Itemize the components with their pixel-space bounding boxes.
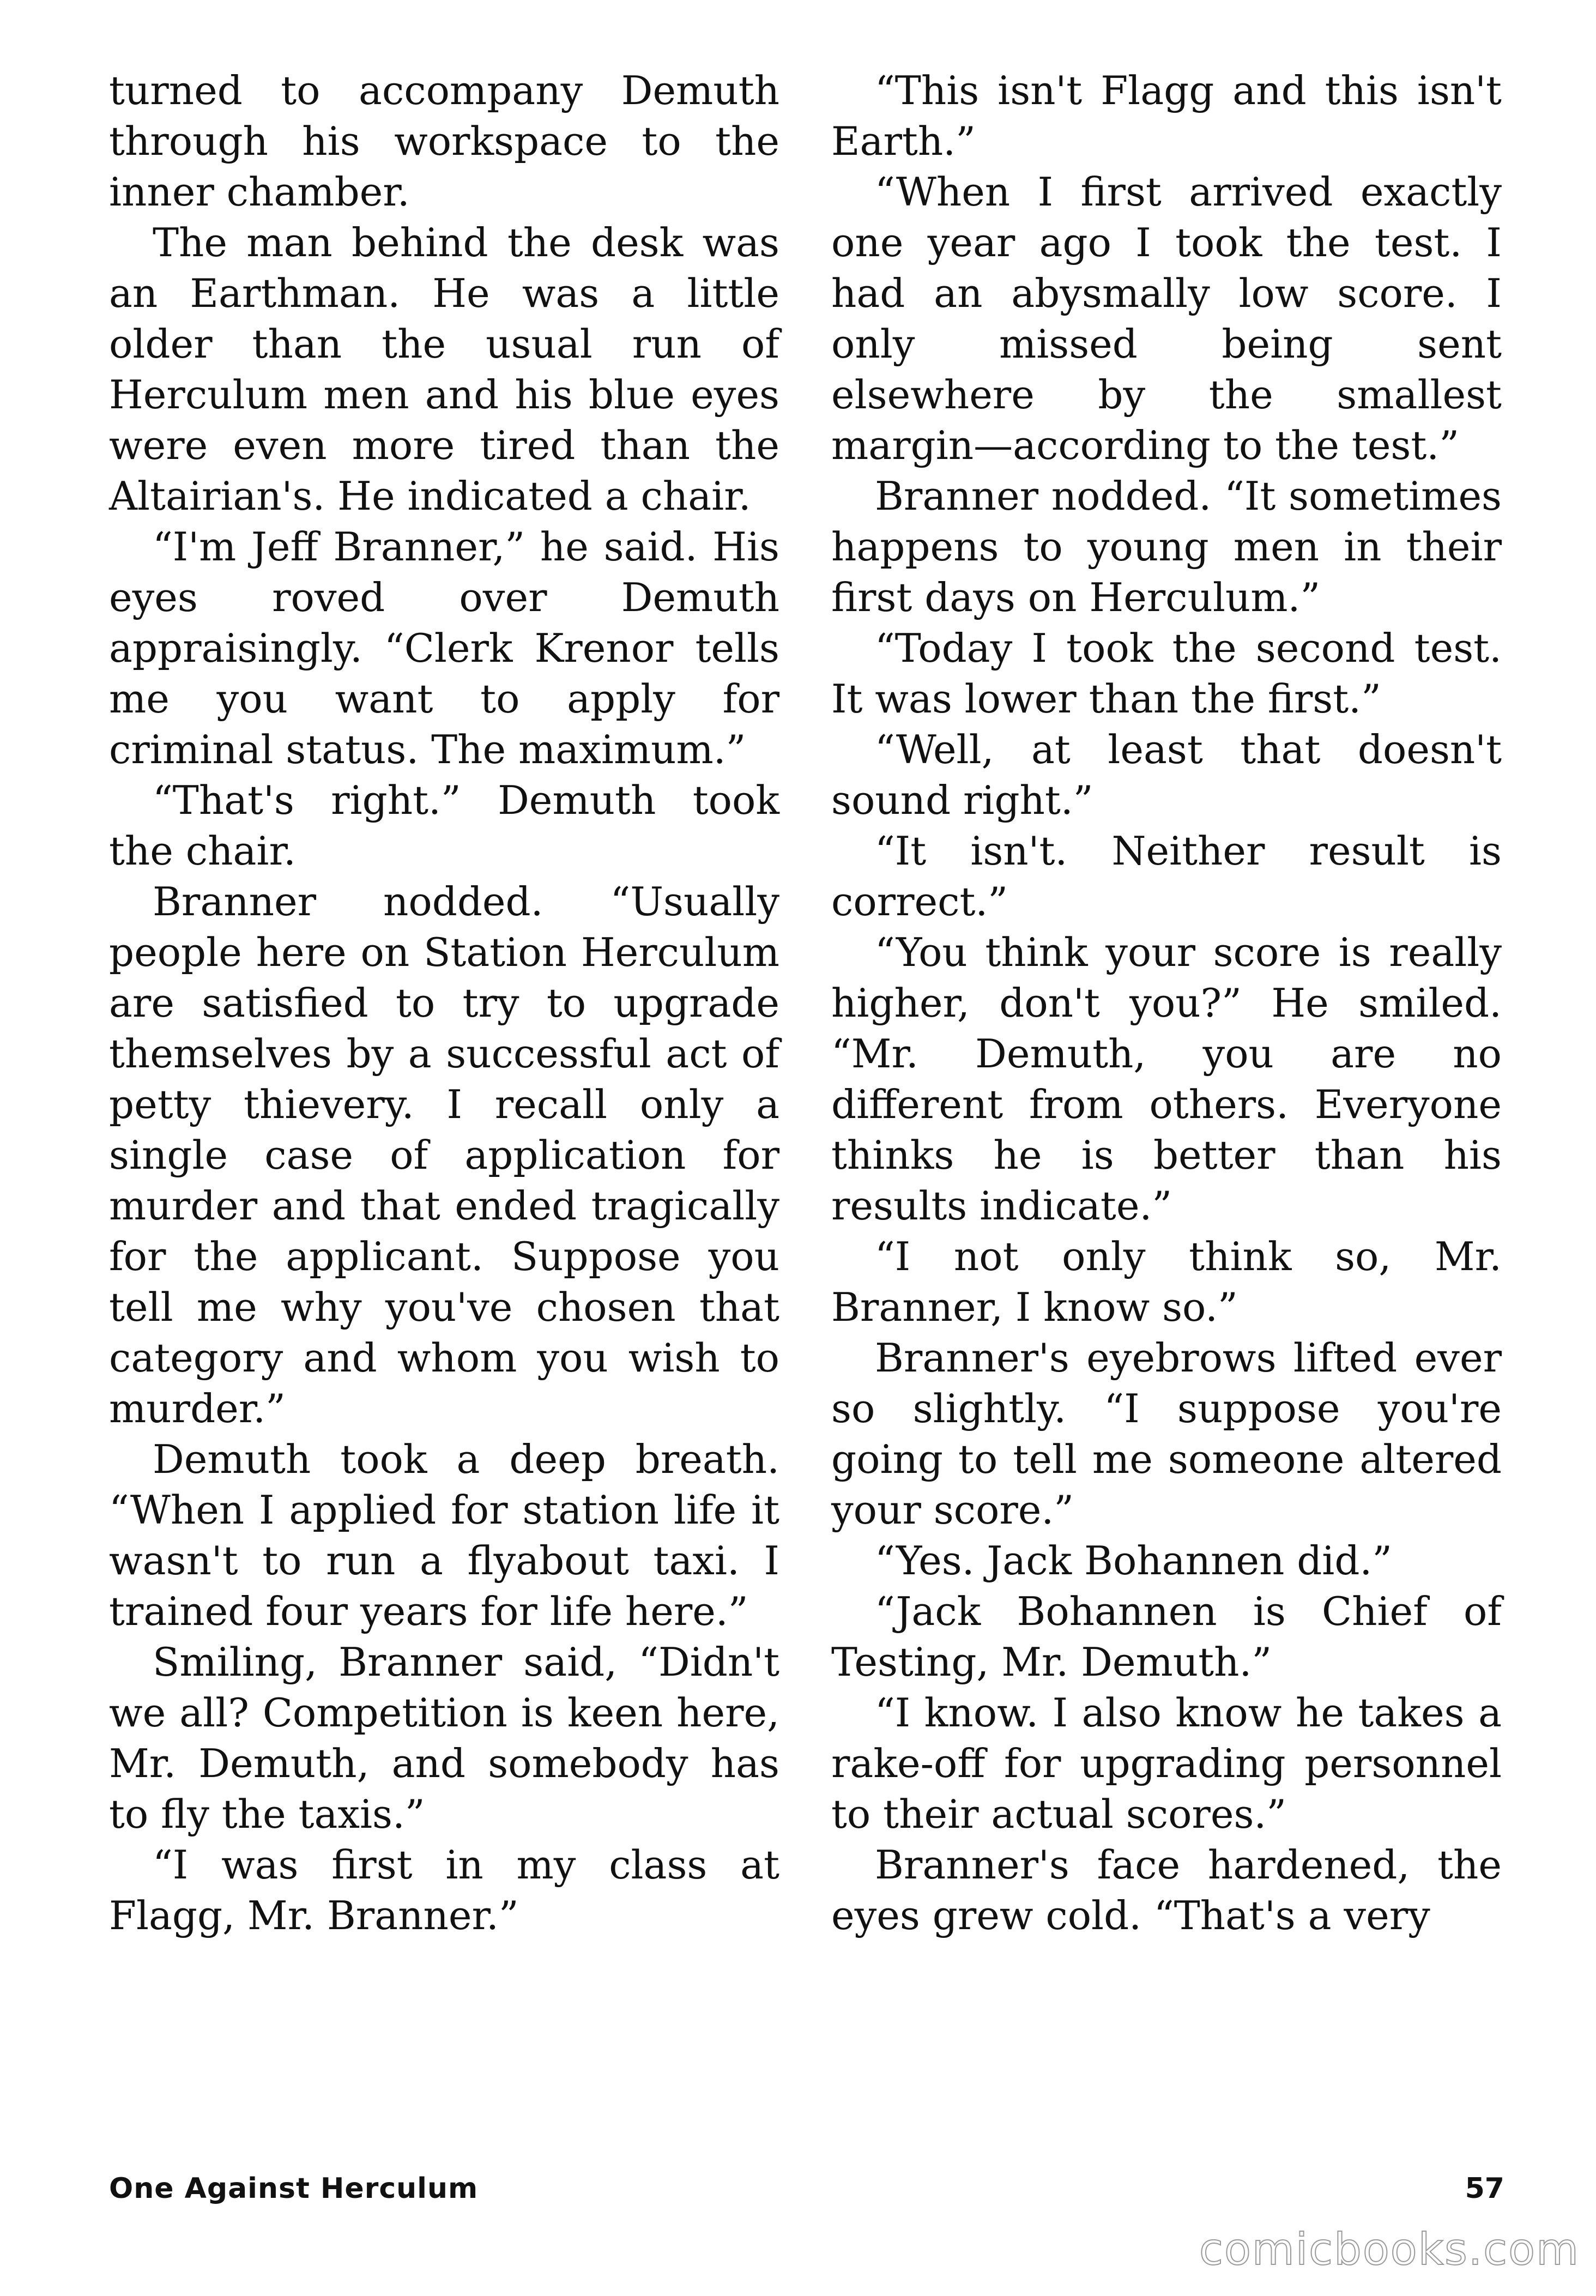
paragraph: “That's right.” Demuth took the chair.	[109, 777, 779, 874]
paragraph: Branner nodded. “Usually people here on Station Herculum are satisfied to try to upgrade themselves by a successful act of petty thievery. I recall only a single case of application for murder and that ended tragically for the applicant. Suppose you tell me why you've chosen that category and whom you wish to murder.”	[109, 879, 779, 1431]
paragraph: “I know. I also know he takes a rake-off for upgrading personnel to their actual scores.”	[831, 1690, 1502, 1837]
paragraph: Demuth took a deep breath. “When I applied for station life it wasn't to run a flyabout taxi. I trained four years for life here.”	[109, 1436, 779, 1634]
paragraph: “I not only think so, Mr. Branner, I know so.”	[831, 1234, 1502, 1330]
paragraph: “Yes. Jack Bohannen did.”	[875, 1538, 1393, 1584]
watermark: comicbooks.com	[1199, 2224, 1580, 2275]
paragraph: “I was first in my class at Flagg, Mr. Branner.”	[109, 1842, 779, 1938]
right-column	[831, 65, 1502, 1941]
paragraph: turned to accompany Demuth through his workspace to the inner chamber.	[109, 68, 779, 215]
paragraph: Branner nodded. “It sometimes happens to young men in their first days on Herculum.”	[831, 473, 1502, 620]
paragraph: “Jack Bohannen is Chief of Testing, Mr. Demuth.”	[831, 1588, 1502, 1685]
running-footer-title: One Against Herculum	[109, 2172, 479, 2205]
paragraph: Smiling, Branner said, “Didn't we all? Competition is keen here, Mr. Demuth, and somebody has to fly the taxis.”	[109, 1639, 779, 1837]
paragraph: Branner's face hardened, the eyes grew cold. “That's a very	[831, 1842, 1502, 1938]
paragraph: “This isn't Flagg and this isn't Earth.”	[831, 68, 1502, 164]
paragraph: “When I first arrived exactly one year ago I took the test. I had an abysmally low score. I only missed being sent elsewhere by the smallest margin—according to the test.”	[831, 169, 1502, 468]
page-number: 57	[1465, 2172, 1504, 2205]
paragraph: The man behind the desk was an Earthman. He was a little older than the usual run of Herculum men and his blue eyes were even more tired than the Altairian's. He indicated a chair.	[109, 220, 779, 519]
paragraph: “You think your score is really higher, don't you?” He smiled. “Mr. Demuth, you are no different from others. Everyone thinks he is better than his results indicate.”	[831, 929, 1502, 1229]
left-column	[109, 65, 779, 1941]
paragraph: “It isn't. Neither result is correct.”	[831, 828, 1502, 925]
paragraph: “I'm Jeff Branner,” he said. His eyes roved over Demuth appraisingly. “Clerk Krenor tells me you want to apply for criminal status. The maximum.”	[109, 524, 779, 772]
paragraph: “Today I took the second test. It was lower than the first.”	[831, 625, 1502, 722]
paragraph: “Well, at least that doesn't sound right.”	[831, 727, 1502, 823]
paragraph: Branner's eyebrows lifted ever so slightly. “I suppose you're going to tell me someone altered your score.”	[831, 1335, 1502, 1533]
